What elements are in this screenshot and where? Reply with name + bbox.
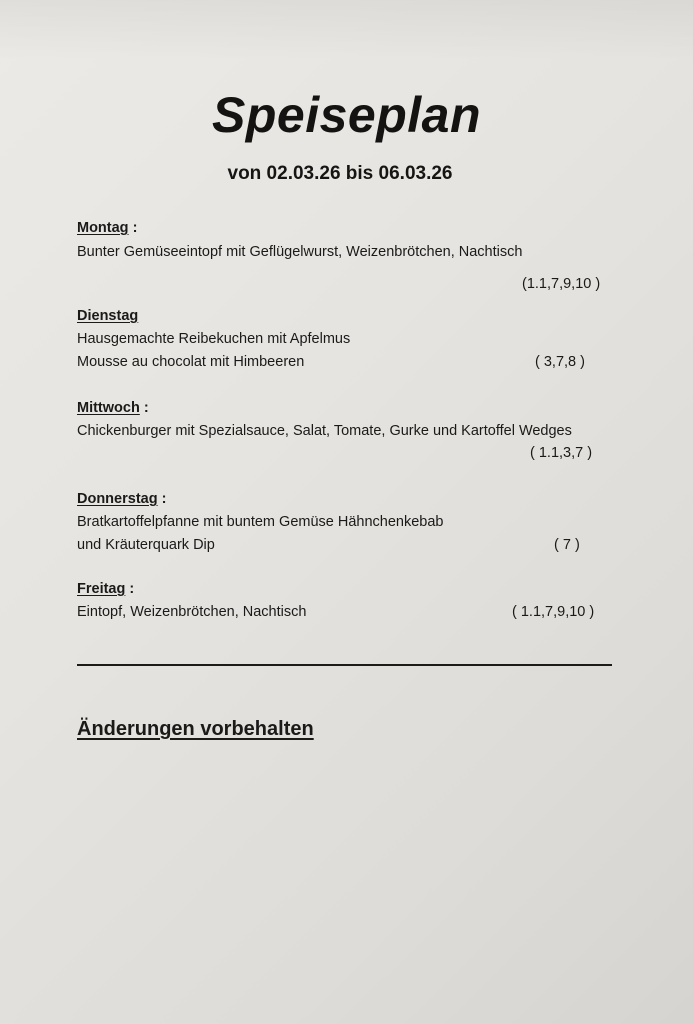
allergen-codes: ( 3,7,8 ) xyxy=(535,354,585,370)
day-name: Mittwoch xyxy=(77,400,140,416)
dish-line: Mousse au chocolat mit Himbeeren xyxy=(77,354,305,370)
day-name: Freitag xyxy=(77,581,126,597)
allergen-codes: ( 1.1,7,9,10 ) xyxy=(512,604,595,620)
day-name: Montag xyxy=(77,220,129,236)
day-suffix: : xyxy=(128,220,138,236)
dish-line: Hausgemachte Reibekuchen mit Apfelmus xyxy=(77,331,351,347)
dish-line: Bratkartoffelpfanne mit buntem Gemüse Hähnchenkebab xyxy=(77,514,444,530)
paper-shadow xyxy=(0,0,693,60)
dish-line: Chickenburger mit Spezialsauce, Salat, Tomate, Gurke und Kartoffel Wedges xyxy=(77,423,572,439)
day-name: Donnerstag xyxy=(77,491,158,507)
page-title: Speiseplan xyxy=(212,87,481,143)
dish-line: und Kräuterquark Dip xyxy=(77,537,215,553)
allergen-codes: ( 7 ) xyxy=(554,537,580,553)
dish-line: Eintopf, Weizenbrötchen, Nachtisch xyxy=(77,604,307,620)
dish-line: Bunter Gemüseeintopf mit Geflügelwurst, Weizenbrötchen, Nachtisch xyxy=(77,244,523,260)
day-heading-friday xyxy=(77,581,134,597)
day-suffix: : xyxy=(139,400,149,416)
day-heading-wednesday xyxy=(77,400,149,416)
divider-line xyxy=(77,664,612,666)
date-range: von 02.03.26 bis 06.03.26 xyxy=(227,163,453,184)
day-suffix: : xyxy=(125,581,135,597)
day-heading-tuesday xyxy=(77,308,138,324)
day-suffix: : xyxy=(157,491,167,507)
day-name: Dienstag xyxy=(77,308,139,324)
footer-note: Änderungen vorbehalten xyxy=(77,718,314,740)
day-heading-thursday xyxy=(77,491,166,507)
allergen-codes: (1.1,7,9,10 ) xyxy=(522,276,601,292)
day-heading-monday xyxy=(77,220,137,236)
allergen-codes: ( 1.1,3,7 ) xyxy=(530,445,593,461)
